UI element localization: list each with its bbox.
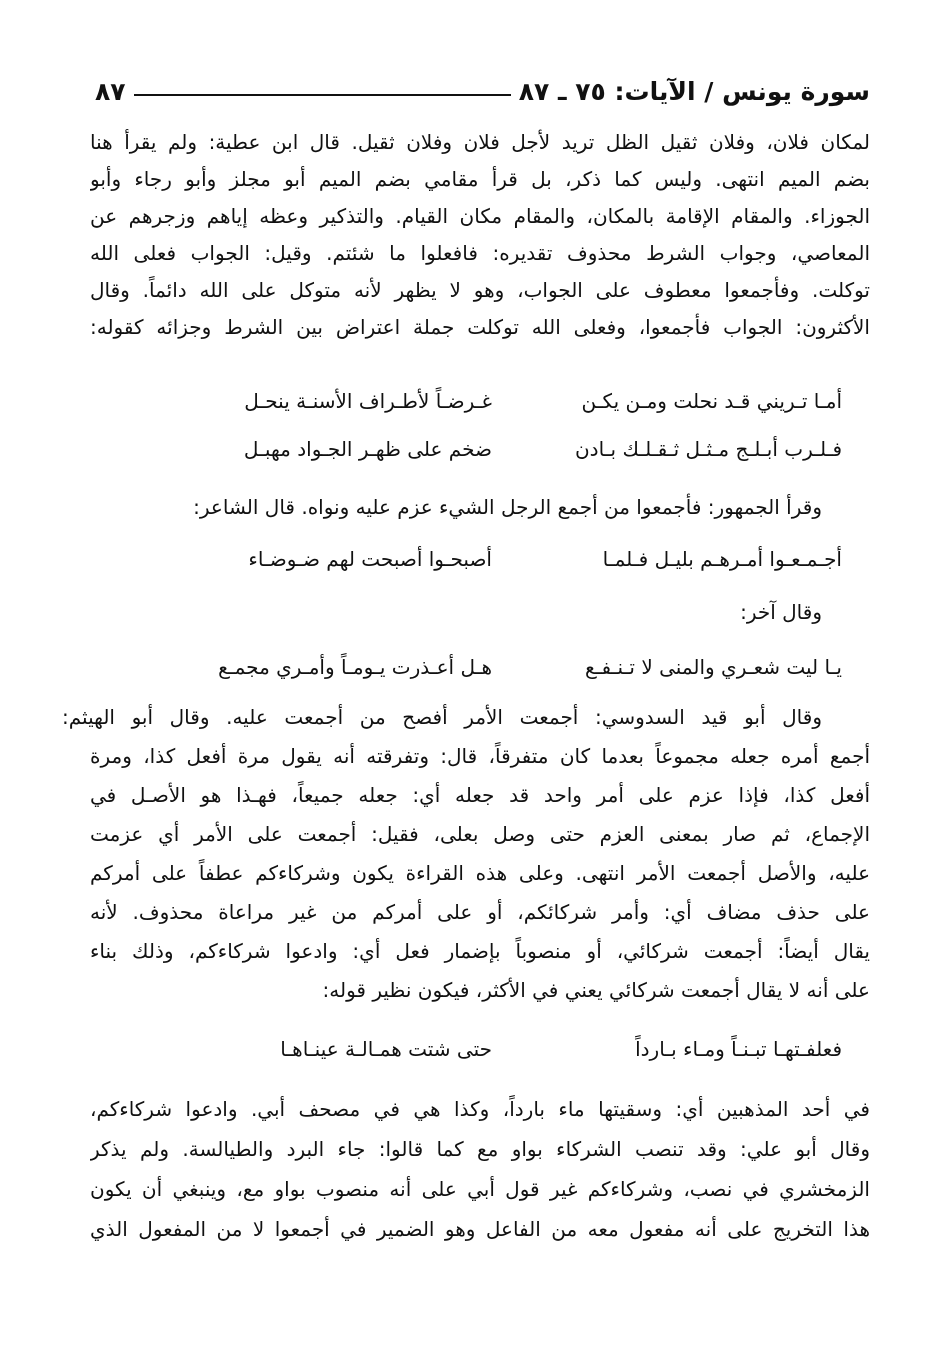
text-line: وقال أبو علي: وقد تنصب الشركاء بواو مع كما قالوا: جاء البرد والطيالسة. ولم يذكر <box>90 1137 870 1161</box>
text-line: أجمع أمره جعله مجموعاً بعدما كان متفرقاً، قال: وتفرقته أنه يقول مرة أفعل كذا، ومرة <box>90 744 870 768</box>
verse-first-hemistich: فعلفـتهـا تبـنـاً ومـاء بـارداً <box>635 1037 842 1061</box>
text-line: هذا التخريج على أنه مفعول معه من الفاعل وهو الضمير في أجمعوا لا من المفعول الذي <box>90 1217 870 1241</box>
text-line: يقال أيضاً: أجمعت شركائي، أو منصوباً بإضمار فعل أي: وادعوا شركاءكم، وذلك بناء <box>90 939 870 963</box>
text-line: لمكان فلان، وفلان ثقيل الظل تريد لأجل فلان وفلان ثقيل. قال ابن عطية: ولم يقرأ هنا <box>90 130 870 154</box>
verse-first-hemistich: أجـمـعـوا أمـرهـم بليـل فـلمـا <box>602 547 842 571</box>
text-line: عليه، والأصل أجمعت الأمر انتهى. وعلى هذه القراءة يكون وشركاءكم عطفاً على أمركم <box>90 861 870 885</box>
text-line: أفعل كذا، فإذا عزم على أمر واحد قد جعله أي: جعله جميعاً، فهـذا هو الأصـل في <box>90 783 870 807</box>
text-line: توكلت. وفأجمعوا معطوف على الجواب، وهو لا يظهر لأنه متوكل على الله دائماً. وقال <box>90 278 870 302</box>
verse-first-hemistich: يـا ليت شعـري والمنى لا تـنـفـع <box>585 655 842 679</box>
verse-second-hemistich: ضخم على ظهـر الجـواد مهبـل <box>243 437 492 461</box>
text-line: وقال آخر: <box>740 600 822 624</box>
verse-first-hemistich: فـلـرب أبـلـج مـثـل ثـقـلـك بـادن <box>574 437 842 461</box>
text-line: وقال أبو قيد السدوسي: أجمعت الأمر أفصح من أجمعت عليه. وقال أبو الهيثم: <box>62 705 822 729</box>
verse-line <box>142 430 842 468</box>
verse-first-hemistich: أمـا تـريني قـد نحلت ومـن يكـن <box>581 389 842 413</box>
verse-second-hemistich: أصبحـوا أصبحت لهم ضـوضـاء <box>248 547 492 571</box>
verse-line <box>142 648 842 686</box>
text-line: المعاصي، وجواب الشرط محذوف تقديره: فافعلوا ما شئتم. وقيل: الجواب فعلى الله <box>90 241 870 265</box>
text-line: على حذف مضاف أي: وأمر شركائكم، أو على أمركم من غير مراعاة محذوف. لأنه <box>90 900 870 924</box>
page-header <box>95 70 870 110</box>
verse-line <box>142 540 842 578</box>
verse-line <box>142 382 842 420</box>
text-line: وقرأ الجمهور: فأجمعوا من أجمع الرجل الشيء عزم عليه ونواه. قال الشاعر: <box>193 495 822 519</box>
header-rule <box>134 94 511 96</box>
page-number: ٨٧ <box>95 77 126 106</box>
text-line: الجوزاء. والمقام الإقامة بالمكان، والمقام مكان القيام. والتذكير وعظه إياهم وزجرهم عن <box>90 204 870 228</box>
running-title: سورة يونس / الآيات: ٧٥ ـ ٨٧ <box>518 77 870 106</box>
text-line: على أنه لا يقال أجمعت شركائي يعني في الأكثر، فيكون نظير قوله: <box>322 978 870 1002</box>
text-line: الزمخشري في نصب، وشركاءكم غير قول أبي على أنه منصوب بواو مع، وينبغي أن يكون <box>90 1177 870 1201</box>
verse-line <box>142 1030 842 1068</box>
text-line: بضم الميم انتهى. وليس كما ذكر، بل قرأ مقامي بضم الميم أبو مجلز وأبو رجاء وأبو <box>90 167 870 191</box>
verse-second-hemistich: هـل أعـذرت يـومـاً وأمـري مجمـع <box>218 655 492 679</box>
text-line: الأكثرون: الجواب فأجمعوا، وفعلى الله توكلت جملة اعتراض بين الشرط وجزائه كقوله: <box>90 315 870 339</box>
verse-second-hemistich: حتى شتت همـالـة عينـاهـا <box>280 1037 492 1061</box>
verse-second-hemistich: غـرضـاً لأطـراف الأسنـة ينحـل <box>244 389 492 413</box>
text-line: الإجماع، ثم صار بمعنى العزم حتى وصل بعلى، فقيل: أجمعت على الأمر أي عزمت <box>90 822 870 846</box>
text-line: في أحد المذهبين أي: وسقيتها ماء بارداً، وكذا هي في مصحف أبي. وادعوا شركاءكم، <box>90 1097 870 1121</box>
